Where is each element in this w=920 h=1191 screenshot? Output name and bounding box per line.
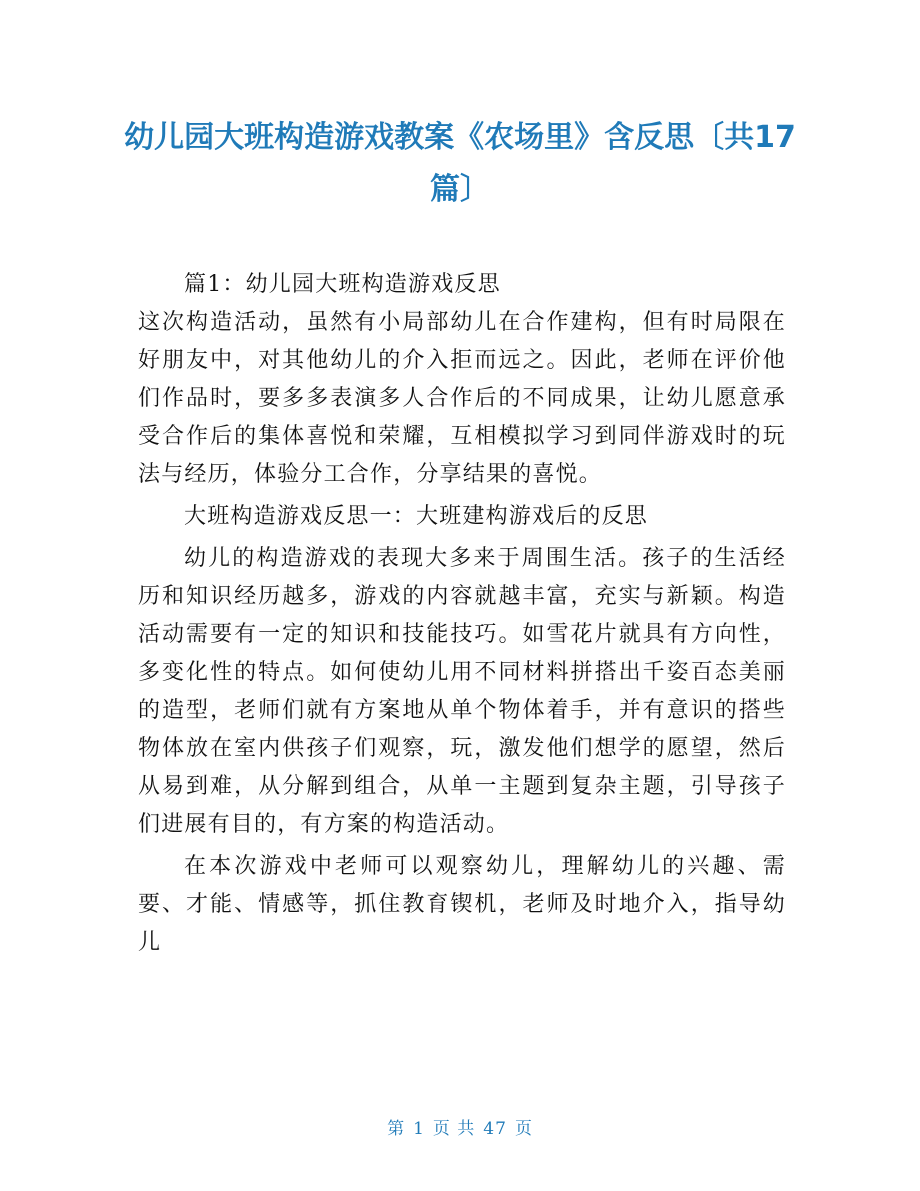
total-pages: 47 [483, 1119, 507, 1139]
section-heading: 篇1：幼儿园大班构造游戏反思 [184, 272, 501, 297]
page-footer [0, 1114, 920, 1139]
footer-prefix: 第 [387, 1119, 406, 1139]
paragraph: 这次构造活动，虽然有小局部幼儿在合作建构，但有时局限在好朋友中，对其他幼儿的介入拒而远之。因此，老师在评价他们作品时，要多多表演多人合作后的不同成果，让幼儿愿意承受合作后的集体喜悦和荣耀，互相模拟学习到同伴游戏时的玩法与经历，体验分工合作，分享结果的喜悦。 [138, 310, 786, 487]
document-title: 幼儿园大班构造游戏教案《农场里》含反思〔共17篇〕 [124, 120, 796, 207]
document-body [138, 266, 786, 962]
footer-suffix: 页 [514, 1119, 533, 1139]
section-subheading: 大班构造游戏反思一：大班建构游戏后的反思 [184, 504, 649, 529]
paragraph: 幼儿的构造游戏的表现大多来于周围生活。孩子的生活经历和知识经历越多，游戏的内容就越丰富，充实与新颖。构造活动需要有一定的知识和技能技巧。如雪花片就具有方向性，多变化性的特点。如何使幼儿用不同材料拼搭出千姿百态美丽的造型，老师们就有方案地从单个物体着手，并有意识的搭些物体放在室内供孩子们观察，玩，激发他们想学的愿望，然后从易到难，从分解到组合，从单一主题到复杂主题，引导孩子们进展有目的，有方案的构造活动。 [138, 546, 786, 837]
page-number: 1 [413, 1119, 425, 1139]
paragraph: 在本次游戏中老师可以观察幼儿，理解幼儿的兴趣、需要、才能、情感等，抓住教育锲机，老师及时地介入，指导幼儿 [138, 854, 786, 955]
footer-middle: 页 共 [432, 1119, 476, 1139]
